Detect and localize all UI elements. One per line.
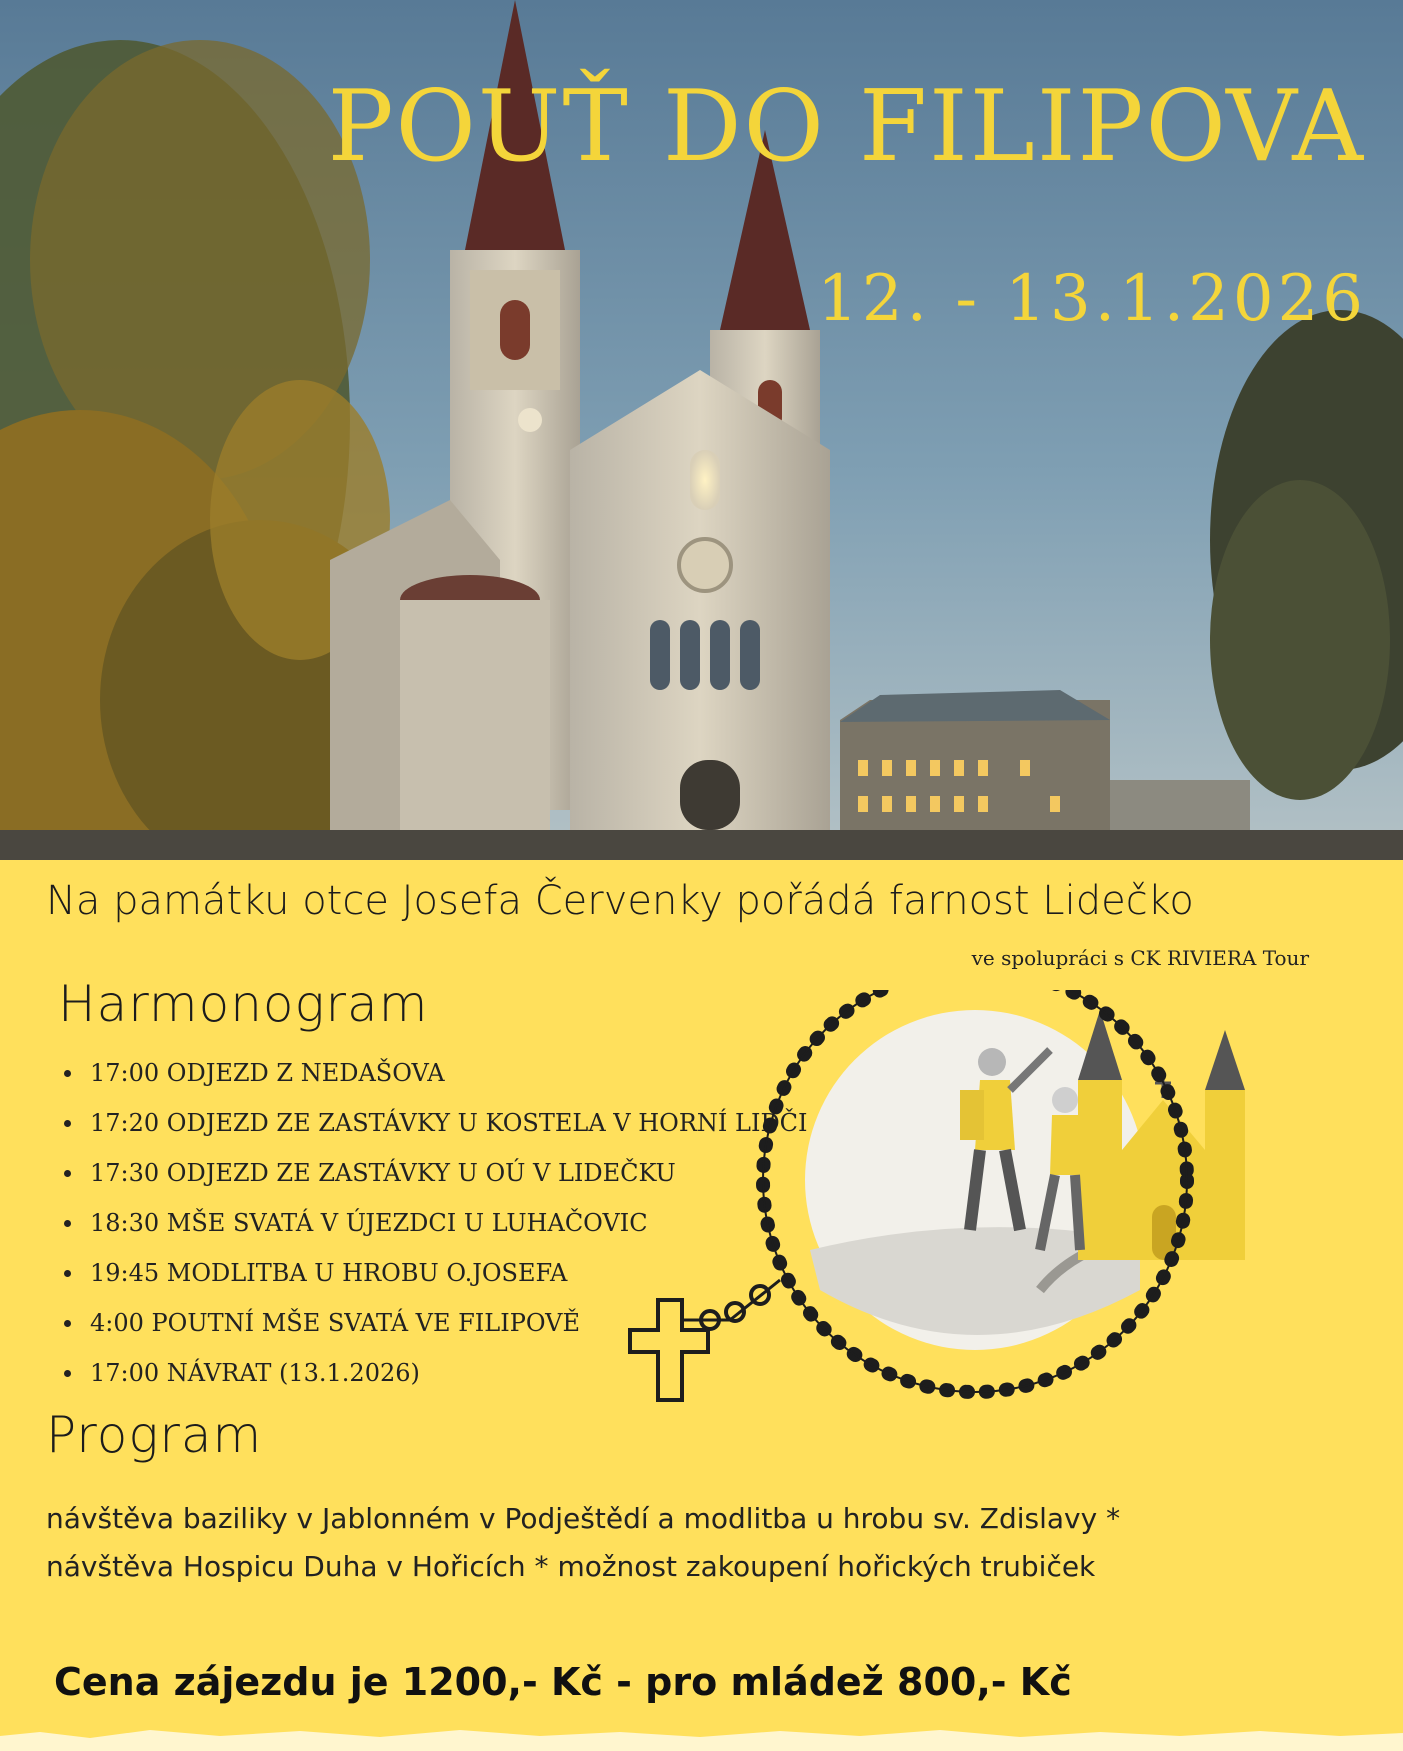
program-line: návštěva Hospicu Duha v Hořicích * možnost zakoupení hořických trubiček bbox=[46, 1550, 1096, 1583]
cooperation-text: ve spolupráci s CK RIVIERA Tour bbox=[971, 946, 1309, 970]
schedule-item: 19:45 MODLITBA U HROBU O.JOSEFA bbox=[60, 1248, 808, 1298]
schedule-item: 17:00 NÁVRAT (13.1.2026) bbox=[60, 1348, 808, 1398]
schedule-item: 4:00 POUTNÍ MŠE SVATÁ VE FILIPOVĚ bbox=[60, 1298, 808, 1348]
rosary-pilgrims-illustration bbox=[610, 990, 1330, 1460]
organizer-text: Na památku otce Josefa Červenky pořádá farnost Lidečko bbox=[46, 878, 1194, 924]
schedule-heading: Harmonogram bbox=[58, 975, 429, 1033]
torn-paper-edge bbox=[0, 1724, 1403, 1751]
schedule-item: 17:20 ODJEZD ZE ZASTÁVKY U KOSTELA V HORNÍ LIDČI bbox=[60, 1098, 808, 1148]
schedule-item: 18:30 MŠE SVATÁ V ÚJEZDCI U LUHAČOVIC bbox=[60, 1198, 808, 1248]
schedule-item: 17:00 ODJEZD Z NEDAŠOVA bbox=[60, 1048, 808, 1098]
price-text: Cena zájezdu je 1200,- Kč - pro mládež 800,- Kč bbox=[54, 1660, 1072, 1704]
church-icon bbox=[1078, 1010, 1245, 1260]
program-line: návštěva baziliky v Jablonném v Podještědí a modlitba u hrobu sv. Zdislavy * bbox=[46, 1502, 1121, 1535]
program-heading: Program bbox=[46, 1406, 263, 1464]
event-date: 12. - 13.1.2026 bbox=[817, 262, 1367, 336]
schedule-item: 17:30 ODJEZD ZE ZASTÁVKY U OÚ V LIDEČKU bbox=[60, 1148, 808, 1198]
hero-photo bbox=[0, 0, 1403, 860]
page-title: POUŤ DO FILIPOVA bbox=[327, 70, 1365, 184]
